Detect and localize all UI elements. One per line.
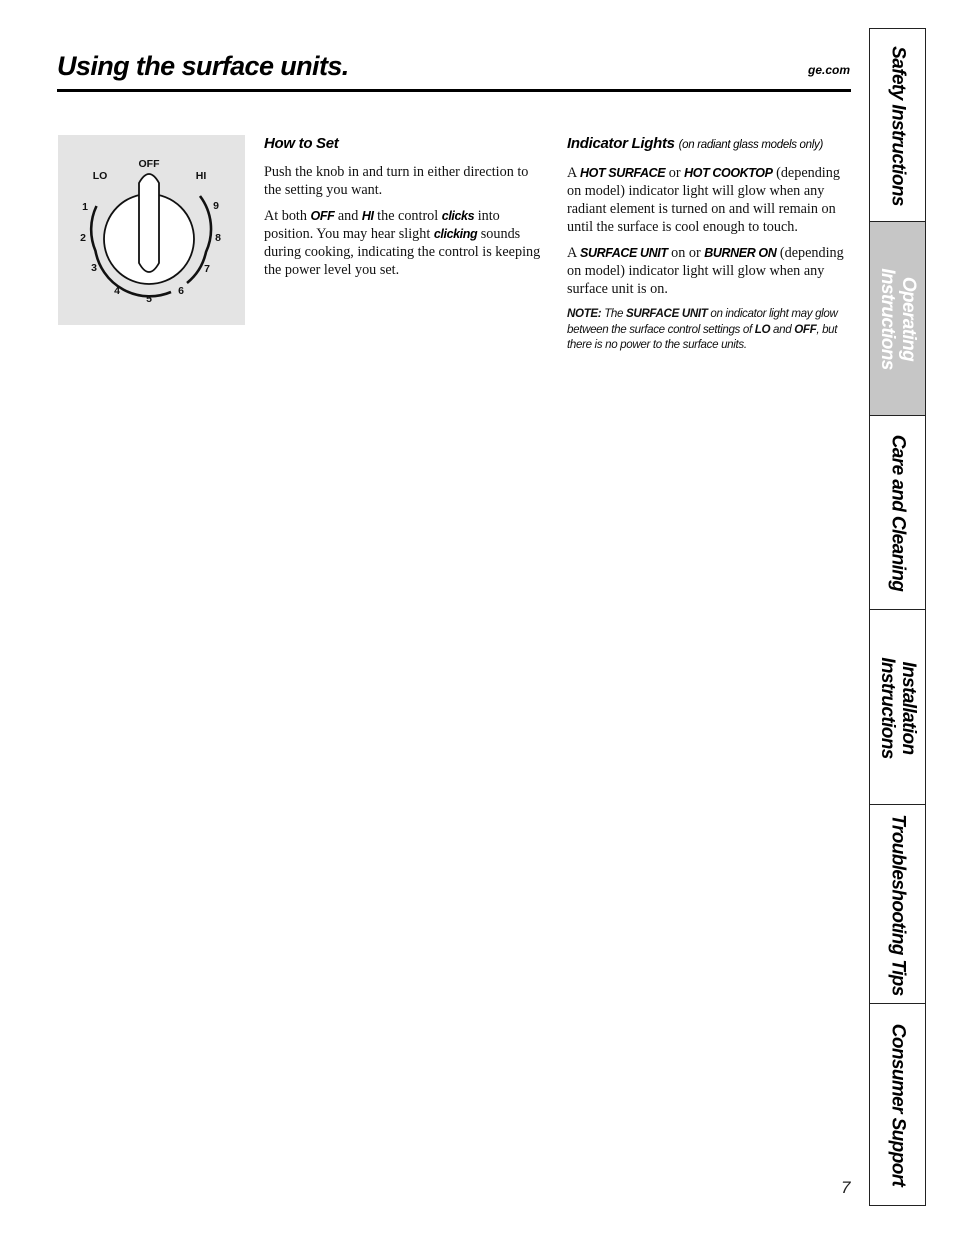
tab-label: Troubleshooting Tips (887, 813, 908, 996)
keyword-clicks: clicks (441, 209, 475, 223)
knob-label-hi: HI (195, 170, 207, 182)
keyword-surface-unit: SURFACE UNIT (580, 246, 668, 260)
section-tabs (869, 28, 925, 1205)
knob-label-3: 3 (91, 262, 97, 274)
tab-care-and-cleaning[interactable] (869, 415, 926, 610)
keyword-hot-surface: HOT SURFACE (580, 166, 666, 180)
keyword-hi: HI (361, 209, 374, 223)
tab-label: Care and Cleaning (887, 434, 908, 592)
knob-handle[interactable] (139, 174, 159, 272)
tab-label: Operating Instructions (876, 268, 919, 370)
knob-label-2: 2 (80, 232, 86, 244)
indicator-lights-paragraph-1: A HOT SURFACE or HOT COOKTOP (depending on model) indicator light will glow when any radiant element is turned on and will remain on until the surface is cool enough to touch. (567, 165, 840, 235)
knob-label-9: 9 (213, 200, 219, 212)
tab-label: Safety Instructions (887, 45, 908, 206)
tab-consumer-support[interactable] (869, 1003, 926, 1206)
website-link[interactable]: ge.com (807, 63, 850, 77)
tab-installation-instructions[interactable] (869, 609, 926, 805)
how-to-set-paragraph-1: Push the knob in and turn in either direction to the setting you want. (264, 164, 529, 198)
knob-label-off: OFF (138, 158, 160, 170)
knob-label-8: 8 (215, 232, 221, 244)
tab-label: Installation Instructions (876, 656, 919, 759)
knob-label-6: 6 (178, 285, 184, 297)
indicator-lights-paragraph-2: A SURFACE UNIT on or BURNER ON (depending on model) indicator light will glow when any surface unit is on. (567, 245, 844, 297)
indicator-lights-subheading: (on radiant glass models only) (678, 139, 823, 151)
tab-label: Consumer Support (887, 1023, 908, 1186)
tab-troubleshooting-tips[interactable] (869, 804, 926, 1004)
keyword-clicking: clicking (433, 227, 478, 241)
tab-operating-instructions[interactable] (869, 221, 926, 416)
how-to-set-heading: How to Set (264, 135, 339, 152)
keyword-burner-on: BURNER ON (704, 246, 777, 260)
indicator-lights-section (567, 134, 847, 361)
knob-illustration (58, 135, 245, 325)
knob-label-5: 5 (146, 293, 152, 305)
how-to-set-section (264, 134, 544, 287)
page-number: 7 (841, 1178, 851, 1197)
indicator-lights-note: NOTE: The SURFACE UNIT on indicator light may glow between the surface control settings of LO and OFF, but there is no power to the surface units. (567, 307, 838, 351)
knob-label-7: 7 (204, 263, 210, 275)
title-rule (57, 89, 851, 92)
how-to-set-paragraph-2: At both OFF and HI the control clicks into position. You may hear slight clicking sounds during cooking, indicating the control is keeping the power level you set. (264, 208, 541, 278)
knob-label-4: 4 (114, 285, 120, 297)
keyword-off: OFF (310, 209, 335, 223)
indicator-lights-heading: Indicator Lights (on radiant glass models only) (567, 135, 823, 152)
page-title: Using the surface units. (57, 51, 349, 81)
knob-label-1: 1 (82, 201, 88, 213)
keyword-hot-cooktop: HOT COOKTOP (684, 166, 773, 180)
control-knob-diagram (58, 135, 245, 325)
knob-label-lo: LO (92, 170, 108, 182)
tab-safety-instructions[interactable] (869, 28, 926, 222)
